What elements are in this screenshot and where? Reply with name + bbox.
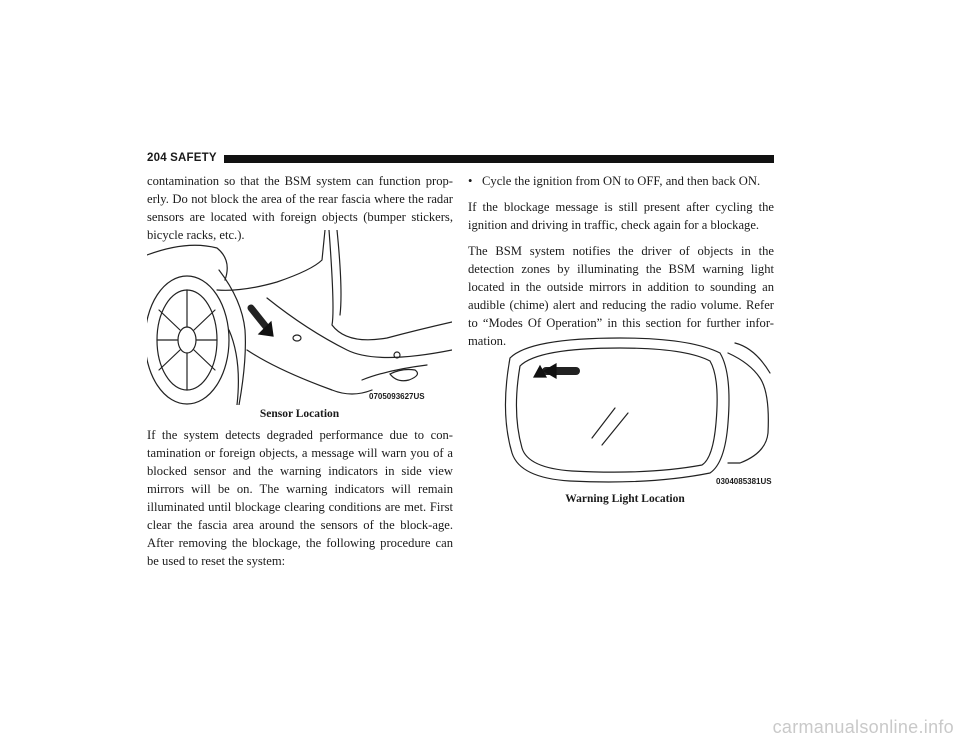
left-column-lower <box>147 426 453 578</box>
watermark: carmanualsonline.info <box>772 717 954 737</box>
mirror-figure-code: 0304085381US <box>716 477 772 486</box>
page-header <box>147 153 774 167</box>
sensor-figure-code: 0705093627US <box>369 392 425 401</box>
sensor-figure-caption: Sensor Location <box>259 408 340 420</box>
warning-light-figure <box>470 333 780 493</box>
right-paragraph-2: The BSM system notifies the driver of objects in the detection zones by illuminating the BSM warning light located in the outside mirrors in addition to sounding an audible (chime) alert and reducing the radio volume. Refer to “Modes Of Operation” in this section for further infor-mation. <box>468 244 774 348</box>
right-column <box>468 172 774 358</box>
right-paragraph-1: If the blockage message is still present after cycling the ignition and driving in traffic, check again for a blockage. <box>468 200 774 232</box>
bullet-text: Cycle the ignition from ON to OFF, and then back ON. <box>482 174 761 188</box>
page-number-section: 204 SAFETY <box>147 152 217 164</box>
mirror-figure-caption: Warning Light Location <box>565 493 685 505</box>
left-paragraph-1: contamination so that the BSM system can function prop-erly. Do not block the area of the rear fascia where the radar sensors are located with foreign objects (bumper stickers, bicycle racks, etc.). <box>147 174 453 242</box>
sensor-location-figure <box>147 230 452 405</box>
bullet-mark: • <box>468 174 473 188</box>
bullet-item <box>468 172 774 190</box>
left-paragraph-2: If the system detects degraded performance due to con-tamination or foreign objects, a message will warn you of a blocked sensor and the warning indicators in side view mirrors will be on. The warning indicators will remain illuminated until blockage clearing conditions are met. First clear the fascia area around the sensors of the block-age. After removing the blockage, the following procedure can be used to reset the system: <box>147 428 453 568</box>
header-rule <box>224 155 774 163</box>
